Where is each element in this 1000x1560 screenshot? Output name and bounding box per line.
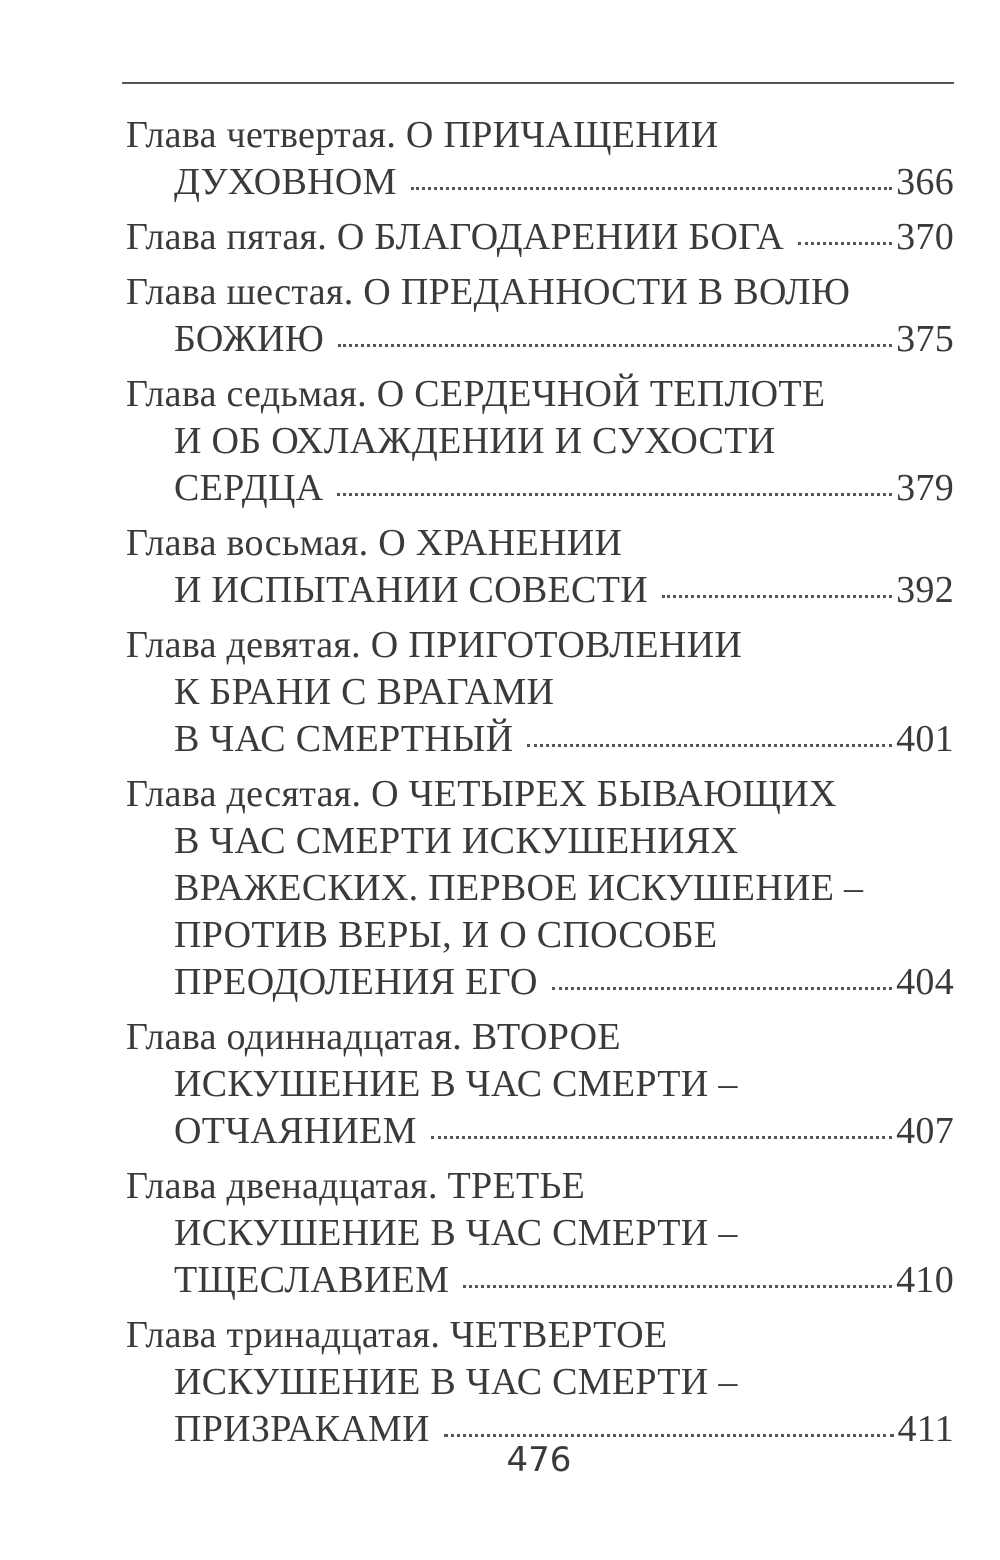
toc-entry-text: Глава девятая. О ПРИГОТОВЛЕНИИ [126, 624, 743, 666]
dot-leader [798, 242, 892, 245]
toc-entry-page-number: 410 [896, 1259, 954, 1301]
dot-leader [463, 1285, 892, 1288]
toc-entry [126, 112, 954, 206]
dot-leader [337, 493, 892, 496]
dot-leader [527, 744, 892, 747]
toc-entry [126, 214, 954, 261]
dot-leader [411, 187, 892, 190]
toc-entry [126, 269, 954, 363]
toc-entry-text: Глава шестая. О ПРЕДАННОСТИ В ВОЛЮ [126, 271, 851, 313]
toc-entry-continuation-line [126, 1257, 954, 1304]
toc-entry-title-line [126, 269, 954, 316]
dot-leader [444, 1434, 894, 1437]
toc-entry-title-line [126, 622, 954, 669]
toc-entry-page-number: 404 [896, 961, 954, 1003]
toc-entry-page-number: 379 [896, 467, 954, 509]
toc-entry [126, 520, 954, 614]
toc-entry-text: ОТЧАЯНИЕМ [174, 1110, 417, 1152]
toc-entry-continuation-line [126, 316, 954, 363]
toc-entry-continuation-line [126, 418, 954, 465]
toc-entry-text: ВРАЖЕСКИХ. ПЕРВОЕ ИСКУШЕНИЕ – [174, 867, 864, 909]
toc-entry-text: ПРОТИВ ВЕРЫ, И О СПОСОБЕ [174, 914, 718, 956]
toc-entry [126, 1014, 954, 1155]
toc-entry [126, 371, 954, 512]
toc-entry-continuation-line [126, 1061, 954, 1108]
toc-entry-text: Глава восьмая. О ХРАНЕНИИ [126, 522, 623, 564]
toc-entry [126, 1312, 954, 1453]
toc-entry-text: СЕРДЦА [174, 467, 324, 509]
toc-entry-page-number: 411 [897, 1408, 954, 1450]
toc-entry-text: ПРИЗРАКАМИ [174, 1408, 430, 1450]
header-rule [122, 82, 954, 84]
toc-entry-title-line [126, 371, 954, 418]
toc-entry-title-line [126, 1312, 954, 1359]
toc-entry-text: Глава десятая. О ЧЕТЫРЕХ БЫВАЮЩИХ [126, 773, 837, 815]
toc-entry-continuation-line [126, 669, 954, 716]
toc-entry-continuation-line [126, 818, 954, 865]
toc-entry-continuation-line [126, 159, 954, 206]
toc-entry-continuation-line [126, 716, 954, 763]
toc-entry-text: В ЧАС СМЕРТИ ИСКУШЕНИЯХ [174, 820, 739, 862]
toc-entry-text: БОЖИЮ [174, 318, 325, 360]
toc-entry-continuation-line [126, 567, 954, 614]
toc-entry-page-number: 401 [896, 718, 954, 760]
toc-entry [126, 771, 954, 1006]
toc-entry-text: ДУХОВНОМ [174, 161, 397, 203]
dot-leader [431, 1136, 892, 1139]
toc-entry-continuation-line [126, 1359, 954, 1406]
toc-entry-page-number: 375 [896, 318, 954, 360]
toc-entry-title-line [126, 520, 954, 567]
toc-entry-continuation-line [126, 865, 954, 912]
toc-entry-continuation-line [126, 465, 954, 512]
dot-leader [338, 344, 892, 347]
toc-entry-page-number: 366 [896, 161, 954, 203]
toc-entry-continuation-line [126, 1210, 954, 1257]
page-number: 476 [506, 1440, 572, 1480]
toc-entry-text: Глава пятая. О БЛАГОДАРЕНИИ БОГА [126, 216, 784, 258]
toc-entry-text: К БРАНИ С ВРАГАМИ [174, 671, 555, 713]
toc-entry-text: ИСКУШЕНИЕ В ЧАС СМЕРТИ – [174, 1063, 738, 1105]
dot-leader [662, 595, 892, 598]
toc-entry-text: Глава тринадцатая. ЧЕТВЕРТОЕ [126, 1314, 668, 1356]
toc-entry-text: ИСКУШЕНИЕ В ЧАС СМЕРТИ – [174, 1212, 738, 1254]
toc-entry-title-line [126, 214, 954, 261]
toc-entry-continuation-line [126, 1108, 954, 1155]
toc-entry-text: И ИСПЫТАНИИ СОВЕСТИ [174, 569, 648, 611]
dot-leader [552, 987, 892, 990]
toc-entry [126, 622, 954, 763]
toc-entry-page-number: 392 [896, 569, 954, 611]
toc-entry-text: Глава двенадцатая. ТРЕТЬЕ [126, 1165, 586, 1207]
toc-entry-page-number: 407 [896, 1110, 954, 1152]
toc-entry-text: ИСКУШЕНИЕ В ЧАС СМЕРТИ – [174, 1361, 738, 1403]
toc-entry-title-line [126, 771, 954, 818]
toc-entry-title-line [126, 1163, 954, 1210]
table-of-contents [126, 112, 954, 1461]
toc-entry-text: Глава четвертая. О ПРИЧАЩЕНИИ [126, 114, 719, 156]
toc-entry-title-line [126, 1014, 954, 1061]
toc-entry-text: И ОБ ОХЛАЖДЕНИИ И СУХОСТИ [174, 420, 776, 462]
toc-entry-title-line [126, 112, 954, 159]
toc-entry-text: Глава седьмая. О СЕРДЕЧНОЙ ТЕПЛОТЕ [126, 373, 826, 415]
toc-entry-text: ПРЕОДОЛЕНИЯ ЕГО [174, 961, 538, 1003]
toc-entry-text: Глава одиннадцатая. ВТОРОЕ [126, 1016, 621, 1058]
toc-entry-continuation-line [126, 912, 954, 959]
toc-entry-text: ТЩЕСЛАВИЕМ [174, 1259, 450, 1301]
toc-entry-text: В ЧАС СМЕРТНЫЙ [174, 718, 514, 760]
toc-entry-page-number: 370 [896, 216, 954, 258]
toc-entry-continuation-line [126, 959, 954, 1006]
toc-entry [126, 1163, 954, 1304]
